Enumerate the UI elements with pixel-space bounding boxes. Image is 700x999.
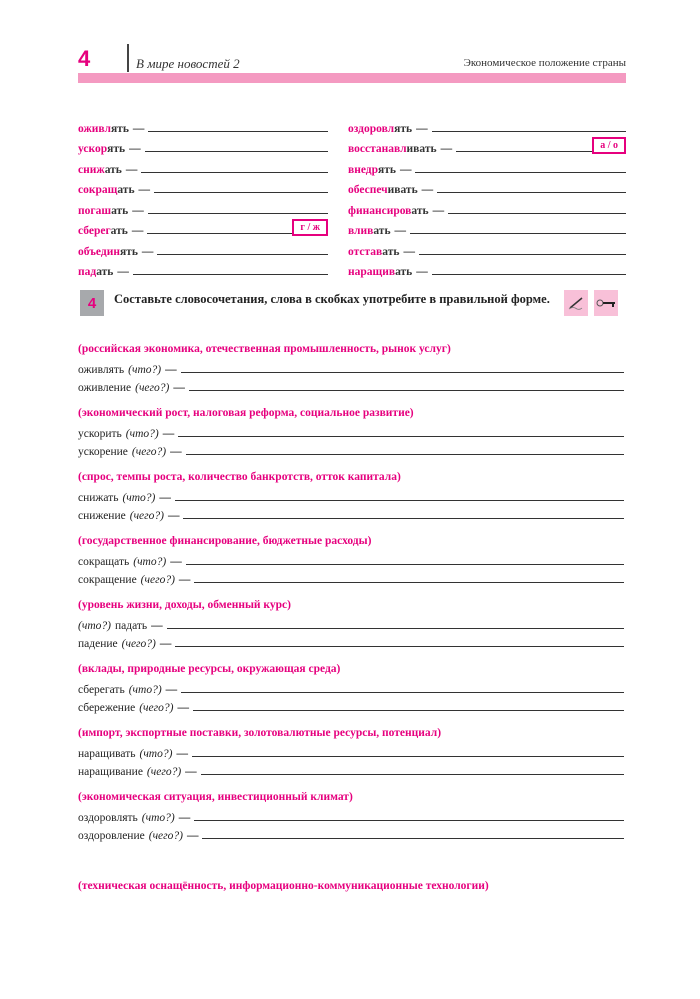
- dash: —: [162, 428, 175, 440]
- answer-line[interactable]: [157, 254, 328, 255]
- verb-ending: ять: [119, 245, 138, 258]
- verb-ending: ать: [411, 204, 429, 217]
- verb-stem: сокращ: [78, 184, 118, 196]
- answer-line[interactable]: [192, 756, 624, 757]
- verb-column-left: [78, 114, 328, 278]
- group-head: (государственное финансирование, бюджетные расходы): [78, 535, 372, 547]
- verb-row: [348, 196, 626, 217]
- word: снижение: [78, 510, 126, 522]
- word: оздоровление: [78, 830, 145, 842]
- dash: —: [416, 266, 428, 278]
- answer-line[interactable]: [141, 172, 328, 173]
- verb-row: [348, 114, 626, 135]
- verb-ending: ать: [111, 204, 129, 217]
- dash: —: [421, 184, 434, 196]
- dash: —: [432, 204, 445, 217]
- question: (что?): [128, 364, 162, 376]
- verb-column-right: [348, 114, 626, 278]
- verb-ending: ать: [104, 163, 122, 176]
- word: оживление: [78, 382, 132, 394]
- group-head: (спрос, темпы роста, количество банкротств, отток капитала): [78, 471, 401, 483]
- answer-line[interactable]: [175, 500, 624, 501]
- exercise-row: [78, 806, 624, 824]
- word: оживлять: [78, 364, 125, 376]
- verb-stem: восстанавл: [348, 143, 407, 155]
- answer-line[interactable]: [448, 213, 626, 214]
- question: (чего?): [131, 446, 167, 458]
- question: (что?): [122, 492, 156, 504]
- verb-stem: обеспеч: [348, 184, 388, 196]
- exercise-row: [78, 824, 624, 842]
- dash: —: [170, 556, 182, 568]
- verb-row: [78, 135, 328, 156]
- group-head: (экономическая ситуация, инвестиционный климат): [78, 791, 353, 803]
- word: сбережение: [78, 702, 136, 714]
- verb-row: [78, 155, 328, 176]
- word: сокращение: [78, 574, 137, 586]
- exercise-groups: [78, 340, 624, 852]
- question: (что?): [125, 428, 159, 440]
- verb-stem: объедин: [78, 245, 120, 258]
- dash: —: [167, 510, 180, 522]
- word: оздоровлять: [78, 812, 138, 824]
- verb-ending: ать: [395, 266, 413, 278]
- dash: —: [117, 266, 129, 278]
- dash: —: [403, 245, 415, 258]
- group-head: (уровень жизни, доходы, обменный курс): [78, 599, 291, 611]
- answer-line[interactable]: [419, 254, 626, 255]
- question: (чего?): [121, 638, 156, 650]
- question: (что?): [128, 684, 162, 696]
- verb-ending: ять: [110, 122, 129, 135]
- verb-stem: отстав: [348, 245, 383, 258]
- exercise-row: [78, 440, 624, 458]
- group-head-final: (техническая оснащённость, информационно-коммуникационные технологии): [78, 880, 489, 892]
- exercise-row: [78, 632, 624, 650]
- verb-row: [78, 176, 328, 197]
- answer-line[interactable]: [175, 646, 624, 647]
- dash: —: [132, 204, 144, 217]
- dash: —: [178, 574, 191, 586]
- verb-ending: ать: [110, 225, 128, 237]
- question: (чего?): [148, 830, 183, 842]
- exercise-row: [78, 742, 624, 760]
- answer-line[interactable]: [202, 838, 624, 839]
- exercise-row: [78, 760, 624, 778]
- dash: —: [129, 143, 141, 155]
- answer-line[interactable]: [186, 454, 624, 455]
- dash: —: [178, 812, 191, 824]
- verb-stem: ускор: [78, 143, 108, 155]
- dash: —: [165, 684, 178, 696]
- exercise-row: [78, 486, 624, 504]
- word: ускорить: [78, 428, 122, 440]
- dash: —: [159, 638, 172, 650]
- verb-row: [348, 155, 626, 176]
- key-icon: [594, 290, 618, 316]
- group-head: (импорт, экспортные поставки, золотовалютные ресурсы, потенциал): [78, 727, 442, 739]
- dash: —: [165, 364, 177, 376]
- word: наращивать: [78, 748, 136, 760]
- verb-row: [348, 176, 626, 197]
- alternation-tag: г / ж: [292, 219, 328, 236]
- question: (что?): [133, 556, 167, 568]
- verb-ending: ать: [117, 184, 135, 196]
- answer-line[interactable]: [194, 582, 624, 583]
- dash: —: [138, 184, 151, 196]
- dash: —: [141, 245, 154, 258]
- dash: —: [125, 163, 138, 176]
- verb-stem: сниж: [78, 163, 105, 176]
- dash: —: [440, 143, 453, 155]
- verb-row: [348, 217, 626, 238]
- verb-ending: ать: [96, 266, 114, 278]
- question: (что?): [139, 748, 173, 760]
- book-title: В мире новостей 2: [136, 56, 240, 71]
- question: (чего?): [139, 702, 174, 714]
- verb-stem: сберег: [78, 225, 111, 237]
- exercise-row: [78, 568, 624, 586]
- verb-ending: ать: [373, 225, 391, 237]
- question: (чего?): [129, 510, 164, 522]
- answer-line[interactable]: [193, 710, 624, 711]
- exercise-group: [78, 532, 624, 586]
- verb-row: [78, 258, 328, 279]
- answer-line[interactable]: [148, 213, 328, 214]
- verb-row: [78, 237, 328, 258]
- dash: —: [186, 830, 199, 842]
- task-instruction: Составьте словосочетания, слова в скобках употребите в правильной форме.: [114, 292, 550, 306]
- word: ускорение: [78, 446, 128, 458]
- exercise-row: [78, 696, 624, 714]
- verb-ending: ивать: [406, 143, 437, 155]
- exercise-group: [78, 468, 624, 522]
- word: сберегать: [78, 684, 125, 696]
- dash: —: [151, 620, 163, 632]
- dash: —: [394, 225, 407, 237]
- page-header: [78, 44, 626, 76]
- verb-row: [348, 135, 626, 156]
- exercise-row: [78, 550, 624, 568]
- question: (что?): [78, 620, 111, 632]
- answer-line[interactable]: [148, 131, 328, 132]
- answer-line[interactable]: [415, 172, 626, 173]
- verb-stem: оздоровл: [348, 122, 395, 135]
- answer-line[interactable]: [201, 774, 624, 775]
- verb-ending: ять: [107, 143, 126, 155]
- page-number: 4: [78, 46, 91, 71]
- answer-line[interactable]: [178, 436, 624, 437]
- verb-row: [78, 217, 328, 238]
- group-head: (вклады, природные ресурсы, окружающая среда): [78, 663, 341, 675]
- dash: —: [159, 492, 171, 504]
- exercise-group: [78, 788, 624, 842]
- verb-row: [348, 237, 626, 258]
- dash: —: [131, 225, 144, 237]
- answer-line[interactable]: [410, 233, 626, 234]
- verb-row: [348, 258, 626, 279]
- answer-line[interactable]: [437, 192, 626, 193]
- header-divider: [127, 44, 129, 72]
- exercise-row: [78, 504, 624, 522]
- pen-icon: [564, 290, 588, 316]
- word: снижать: [78, 492, 119, 504]
- word: сокращать: [78, 556, 130, 568]
- exercise-row: [78, 422, 624, 440]
- exercise-group: [78, 404, 624, 458]
- exercise-group: [78, 660, 624, 714]
- verb-stem: наращив: [348, 266, 396, 278]
- exercise-group: [78, 724, 624, 778]
- answer-line[interactable]: [194, 820, 624, 821]
- dash: —: [132, 122, 145, 135]
- answer-line[interactable]: [432, 274, 626, 275]
- exercise-row: [78, 678, 624, 696]
- answer-line[interactable]: [154, 192, 328, 193]
- group-head: (экономический рост, налоговая реформа, социальное развитие): [78, 407, 414, 419]
- dash: —: [170, 446, 182, 458]
- answer-line[interactable]: [181, 372, 624, 373]
- dash: —: [176, 748, 188, 760]
- verb-stem: погаш: [78, 204, 112, 217]
- question: (чего?): [146, 766, 182, 778]
- verb-ending: ивать: [387, 184, 418, 196]
- word: наращивание: [78, 766, 143, 778]
- verb-stem: влив: [348, 225, 374, 237]
- alternation-tag: а / о: [592, 137, 626, 154]
- verb-ending: ять: [394, 122, 413, 135]
- dash: —: [416, 122, 428, 135]
- exercise-group: [78, 340, 624, 394]
- group-head: (российская экономика, отечественная промышленность, рынок услуг): [78, 343, 451, 355]
- verb-row: [78, 196, 328, 217]
- verb-row: [78, 114, 328, 135]
- task-number: 4: [80, 290, 104, 316]
- dash: —: [173, 382, 185, 394]
- exercise-row: [78, 376, 624, 394]
- word: падение: [78, 638, 118, 650]
- verb-ending: ять: [378, 163, 396, 176]
- answer-line[interactable]: [432, 131, 626, 132]
- verb-stem: финансиров: [348, 204, 412, 217]
- dash: —: [399, 163, 412, 176]
- chapter-title: Экономическое положение страны: [463, 57, 626, 69]
- answer-line[interactable]: [186, 564, 624, 565]
- answer-line[interactable]: [181, 692, 624, 693]
- answer-line[interactable]: [133, 274, 328, 275]
- verb-stem: оживл: [78, 122, 111, 135]
- exercise-group: [78, 596, 624, 650]
- header-band: [78, 73, 626, 83]
- answer-line[interactable]: [183, 518, 624, 519]
- dash: —: [177, 702, 189, 714]
- word: падать: [114, 620, 148, 632]
- verb-stem: внедр: [348, 163, 379, 176]
- question: (чего?): [140, 574, 175, 586]
- answer-line[interactable]: [167, 628, 624, 629]
- question: (что?): [141, 812, 175, 824]
- verb-ending: ать: [382, 245, 400, 258]
- exercise-row: [78, 358, 624, 376]
- answer-line[interactable]: [145, 151, 328, 152]
- answer-line[interactable]: [189, 390, 624, 391]
- question: (чего?): [135, 382, 170, 394]
- dash: —: [185, 766, 197, 778]
- exercise-row: [78, 614, 624, 632]
- verb-stem: пад: [78, 266, 97, 278]
